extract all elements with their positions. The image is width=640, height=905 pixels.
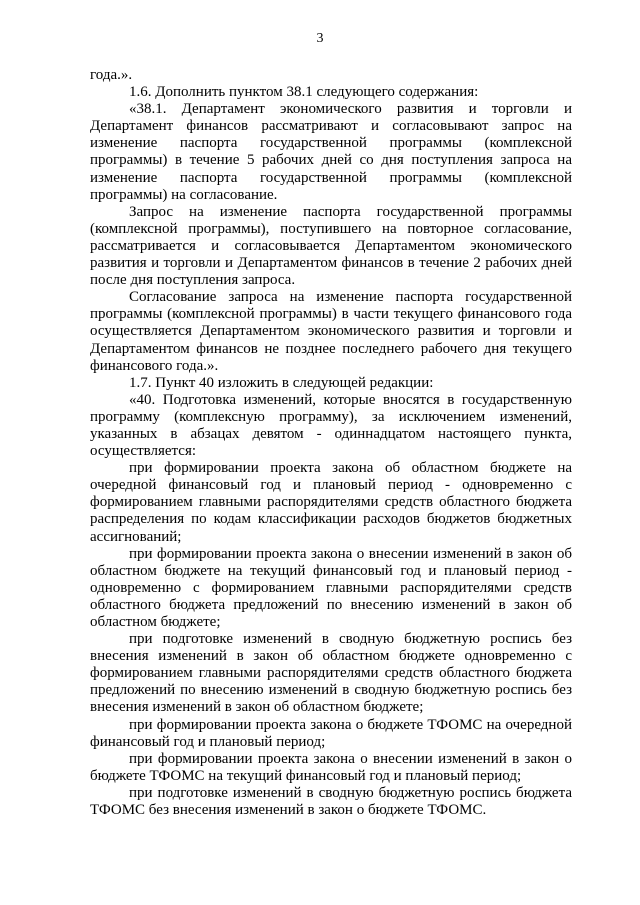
document-body xyxy=(90,67,572,819)
paragraph-item-1-6: 1.6. Дополнить пунктом 38.1 следующего содержания: xyxy=(129,84,479,101)
paragraph-current-year-approval: Согласование запроса на изменение паспорта государственной программы (комплексной программы) в части текущего финансового года осуществляется Департаментом экономического развития и торговли и Департаментом финансов не позднее последнего рабочего дня текущего финансового года.». xyxy=(90,289,572,374)
paragraph-continuation: года.». xyxy=(90,67,133,83)
paragraph-item-1-7: 1.7. Пункт 40 изложить в следующей редакции: xyxy=(129,374,434,391)
paragraph-repeat-request: Запрос на изменение паспорта государственной программы (комплексной программы), поступившего на повторное согласование, рассматривается и согласовывается Департаментом экономического развития и торговли и Департаментом финансов в течение 2 рабочих дней после дня поступления запроса. xyxy=(90,203,572,289)
page-number: 3 xyxy=(316,31,324,46)
paragraph-budget-amendment: при формировании проекта закона о внесении изменений в закон об областном бюджете на текущий финансовый год и плановый период - одновременно с формированием главными распорядителями средств областного бюджета предложений по внесению изменений в закон об областном бюджете; xyxy=(90,545,572,630)
paragraph-tfoms-amendment: при формировании проекта закона о внесении изменений в закон о бюджете ТФОМС на текущий финансовый год и плановый период; xyxy=(90,750,572,784)
paragraph-40: «40. Подготовка изменений, которые вносятся в государственную программу (комплексную программу), за исключением изменений, указанных в абзацах девятом - одиннадцатом настоящего пункта, осуществляется: xyxy=(90,391,572,460)
paragraph-tfoms-schedule: при подготовке изменений в сводную бюджетную роспись бюджета ТФОМС без внесения изменений в закон о бюджете ТФОМС. xyxy=(90,784,572,819)
paragraph-tfoms-draft: при формировании проекта закона о бюджете ТФОМС на очередной финансовый год и плановый период; xyxy=(90,716,572,750)
paragraph-38-1: «38.1. Департамент экономического развития и торговли и Департамент финансов рассматривают и согласовывают запрос на изменение паспорта государственной программы (комплексной программы) в течение 5 рабочих дней со дня поступления запроса на изменение паспорта государственной программы (комплексной программы) на согласование. xyxy=(90,101,572,203)
paragraph-budget-draft: при формировании проекта закона об областном бюджете на очередной финансовый год и плановый период - одновременно с формированием главными распорядителями средств областного бюджета распределения по кодам классификации расходов бюджетов бюджетных ассигнований; xyxy=(90,460,572,545)
paragraph-budget-schedule: при подготовке изменений в сводную бюджетную роспись без внесения изменений в закон об областном бюджете одновременно с формированием главными распорядителями средств областного бюджета предложений по внесению изменений в сводную бюджетную роспись без внесения изменений в закон об областном бюджете; xyxy=(90,631,572,716)
